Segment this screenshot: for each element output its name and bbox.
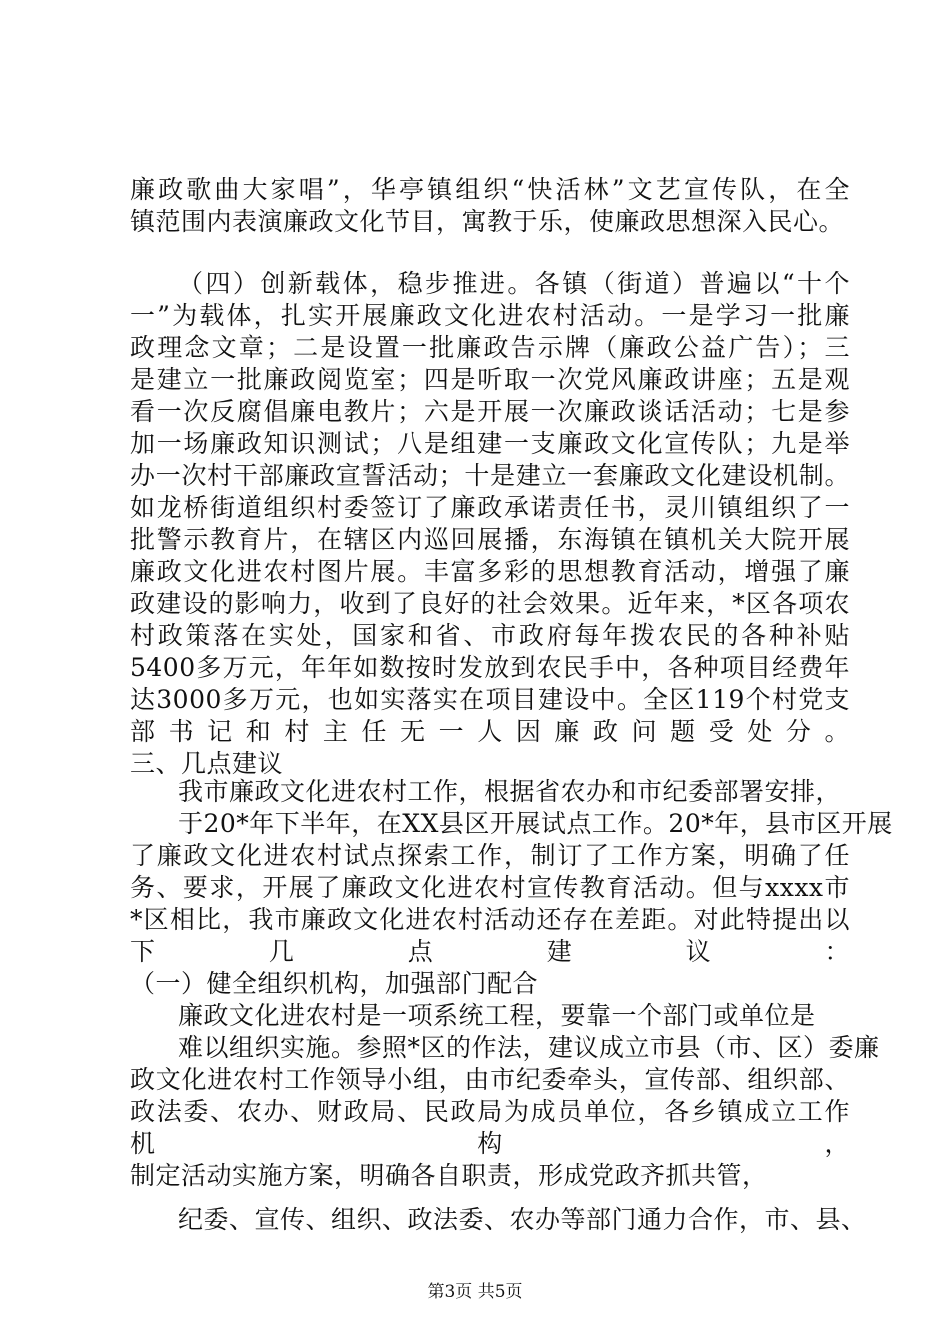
text-line: *区相比，我市廉政文化进农村活动还存在差距。对此特提出以	[130, 905, 850, 934]
text-line: 批警示教育片，在辖区内巡回展播，东海镇在镇机关大院开展	[130, 525, 850, 554]
text-line: 政建设的影响力，收到了良好的社会效果。近年来，*区各项农	[130, 589, 850, 618]
text-line: 村政策落在实处，国家和省、市政府每年拨农民的各种补贴	[130, 621, 850, 650]
text-line: 加一场廉政知识测试；八是组建一支廉政文化宣传队；九是举	[130, 429, 850, 458]
text-line: 了廉政文化进农村试点探索工作，制订了工作方案，明确了任	[130, 841, 850, 870]
text-line: 政法委、农办、财政局、民政局为成员单位，各乡镇成立工作	[130, 1097, 850, 1126]
subsection-heading: 廉政文化进农村是一项系统工程，要靠一个部门或单位是	[178, 1001, 816, 1030]
paragraph-heading: （四）创新载体，稳步推进。各镇（街道）普遍以“十个	[178, 269, 850, 298]
text-line: 纪委、宣传、组织、政法委、农办等部门通力合作，市、县、	[178, 1205, 867, 1234]
text-line: 制定活动实施方案，明确各自职责，形成党政齐抓共管，	[130, 1161, 768, 1190]
text-line: 廉政歌曲大家唱”，华亭镇组织“快活林”文艺宣传队，在全	[130, 175, 850, 204]
text-line: 看一次反腐倡廉电教片；六是开展一次廉政谈话活动；七是参	[130, 397, 850, 426]
text-line: 达3000多万元，也如实落实在项目建设中。全区119个村党支	[130, 685, 850, 714]
page-footer: 第3页 共5页	[427, 1282, 523, 1302]
text-line: 部书记和村主任无一人因廉政问题受处分。	[130, 717, 850, 746]
text-line: 务、要求，开展了廉政文化进农村宣传教育活动。但与xxxx市	[130, 873, 850, 902]
text-line: 5400多万元，年年如数按时发放到农民手中，各种项目经费年	[130, 653, 850, 682]
section-heading: 我市廉政文化进农村工作，根据省农办和市纪委部署安排，	[178, 777, 842, 806]
text-line: 办一次村干部廉政宣誓活动；十是建立一套廉政文化建设机制。	[130, 461, 850, 490]
text-line: 镇范围内表演廉政文化节目，寓教于乐，使廉政思想深入民心。	[130, 207, 845, 236]
text-line: （一）健全组织机构，加强部门配合	[130, 969, 539, 998]
text-line: 三、几点建议	[130, 749, 284, 778]
text-line: 如龙桥街道组织村委签订了廉政承诺责任书，灵川镇组织了一	[130, 493, 850, 522]
text-line: 机构，	[130, 1129, 850, 1158]
text-line: 政文化进农村工作领导小组，由市纪委牵头，宣传部、组织部、	[130, 1065, 850, 1094]
text-line: 难以组织实施。参照*区的作法，建议成立市县（市、区）委廉	[178, 1033, 880, 1062]
text-line: 下几点建议：	[130, 937, 850, 966]
text-line: 政理念文章；二是设置一批廉政告示牌（廉政公益广告）；三	[130, 333, 850, 362]
text-line: 一”为载体，扎实开展廉政文化进农村活动。一是学习一批廉	[130, 301, 850, 330]
text-line: 是建立一批廉政阅览室；四是听取一次党风廉政讲座；五是观	[130, 365, 850, 394]
text-line: 于20*年下半年，在XX县区开展试点工作。20*年，县市区开展	[178, 809, 893, 838]
text-line	[130, 1236, 850, 1268]
text-line: 廉政文化进农村图片展。丰富多彩的思想教育活动，增强了廉	[130, 557, 850, 586]
